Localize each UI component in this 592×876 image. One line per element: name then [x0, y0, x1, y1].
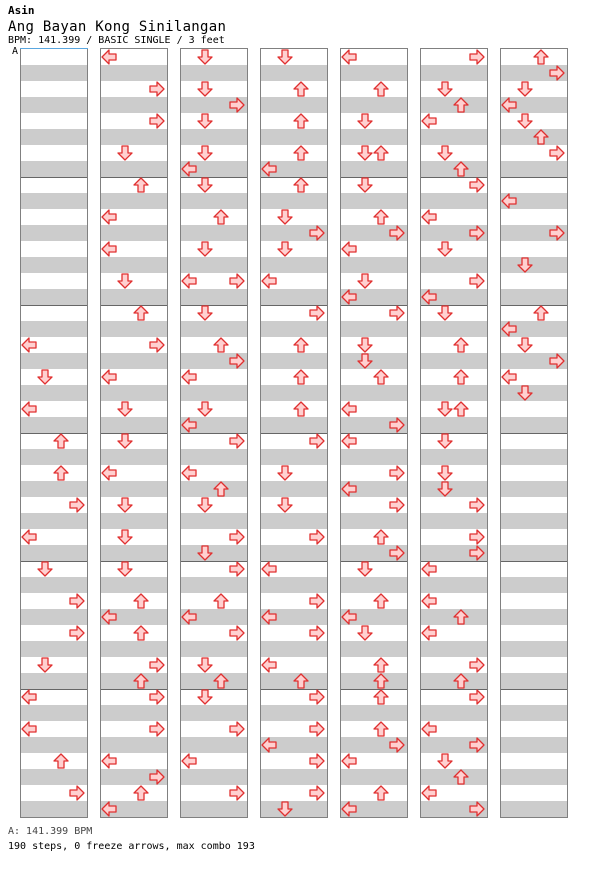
- left-arrow-icon: [341, 433, 357, 449]
- down-arrow-icon: [437, 753, 453, 769]
- up-arrow-icon: [373, 593, 389, 609]
- right-arrow-icon: [309, 225, 325, 241]
- down-arrow-icon: [357, 177, 373, 193]
- up-arrow-icon: [133, 625, 149, 641]
- left-arrow-icon: [421, 289, 437, 305]
- up-arrow-icon: [293, 673, 309, 689]
- down-arrow-icon: [437, 433, 453, 449]
- measure-line: [21, 177, 87, 178]
- left-arrow-icon: [21, 721, 37, 737]
- right-arrow-icon: [469, 273, 485, 289]
- down-arrow-icon: [197, 49, 213, 65]
- right-arrow-icon: [389, 497, 405, 513]
- left-arrow-icon: [421, 721, 437, 737]
- right-arrow-icon: [549, 145, 565, 161]
- left-arrow-icon: [101, 209, 117, 225]
- right-arrow-icon: [229, 97, 245, 113]
- bpm-legend: A: 141.399 BPM: [8, 826, 93, 837]
- right-arrow-icon: [309, 625, 325, 641]
- measure-line: [101, 561, 167, 562]
- left-arrow-icon: [101, 801, 117, 817]
- down-arrow-icon: [197, 657, 213, 673]
- down-arrow-icon: [357, 561, 373, 577]
- right-arrow-icon: [469, 49, 485, 65]
- up-arrow-icon: [453, 337, 469, 353]
- left-arrow-icon: [21, 689, 37, 705]
- up-arrow-icon: [453, 161, 469, 177]
- left-arrow-icon: [261, 737, 277, 753]
- right-arrow-icon: [469, 737, 485, 753]
- down-arrow-icon: [117, 529, 133, 545]
- right-arrow-icon: [149, 721, 165, 737]
- right-arrow-icon: [469, 177, 485, 193]
- up-arrow-icon: [453, 401, 469, 417]
- left-arrow-icon: [421, 625, 437, 641]
- right-arrow-icon: [229, 625, 245, 641]
- left-arrow-icon: [501, 97, 517, 113]
- measure-line: [181, 177, 247, 178]
- up-arrow-icon: [293, 401, 309, 417]
- down-arrow-icon: [197, 113, 213, 129]
- measure-line: [21, 561, 87, 562]
- measure-line: [21, 305, 87, 306]
- right-arrow-icon: [549, 65, 565, 81]
- down-arrow-icon: [37, 561, 53, 577]
- measure-line: [101, 433, 167, 434]
- left-arrow-icon: [341, 801, 357, 817]
- down-arrow-icon: [357, 353, 373, 369]
- right-arrow-icon: [469, 225, 485, 241]
- down-arrow-icon: [277, 497, 293, 513]
- right-arrow-icon: [69, 497, 85, 513]
- up-arrow-icon: [373, 673, 389, 689]
- up-arrow-icon: [293, 337, 309, 353]
- up-arrow-icon: [373, 689, 389, 705]
- measure-line: [501, 689, 567, 690]
- left-arrow-icon: [341, 481, 357, 497]
- up-arrow-icon: [133, 673, 149, 689]
- right-arrow-icon: [309, 785, 325, 801]
- up-arrow-icon: [453, 369, 469, 385]
- down-arrow-icon: [517, 81, 533, 97]
- down-arrow-icon: [197, 145, 213, 161]
- down-arrow-icon: [517, 113, 533, 129]
- down-arrow-icon: [437, 481, 453, 497]
- right-arrow-icon: [229, 561, 245, 577]
- left-arrow-icon: [421, 209, 437, 225]
- down-arrow-icon: [197, 401, 213, 417]
- right-arrow-icon: [149, 337, 165, 353]
- down-arrow-icon: [437, 241, 453, 257]
- left-arrow-icon: [261, 273, 277, 289]
- down-arrow-icon: [197, 177, 213, 193]
- down-arrow-icon: [437, 465, 453, 481]
- up-arrow-icon: [213, 481, 229, 497]
- right-arrow-icon: [469, 689, 485, 705]
- right-arrow-icon: [389, 545, 405, 561]
- right-arrow-icon: [309, 721, 325, 737]
- down-arrow-icon: [517, 257, 533, 273]
- left-arrow-icon: [341, 401, 357, 417]
- bpm-marker-label: A: [12, 46, 19, 57]
- up-arrow-icon: [373, 209, 389, 225]
- up-arrow-icon: [453, 673, 469, 689]
- down-arrow-icon: [357, 625, 373, 641]
- down-arrow-icon: [517, 385, 533, 401]
- right-arrow-icon: [149, 689, 165, 705]
- left-arrow-icon: [101, 465, 117, 481]
- right-arrow-icon: [69, 785, 85, 801]
- right-arrow-icon: [69, 625, 85, 641]
- up-arrow-icon: [213, 593, 229, 609]
- right-arrow-icon: [229, 785, 245, 801]
- chart-info: BPM: 141.399 / BASIC SINGLE / 3 feet: [8, 35, 225, 46]
- song-artist: Asin: [8, 4, 35, 17]
- chart-column-7: [500, 48, 568, 818]
- step-statistics: 190 steps, 0 freeze arrows, max combo 193: [8, 841, 255, 852]
- up-arrow-icon: [133, 305, 149, 321]
- left-arrow-icon: [341, 609, 357, 625]
- down-arrow-icon: [437, 145, 453, 161]
- up-arrow-icon: [293, 369, 309, 385]
- down-arrow-icon: [277, 209, 293, 225]
- left-arrow-icon: [181, 273, 197, 289]
- left-arrow-icon: [181, 417, 197, 433]
- down-arrow-icon: [37, 657, 53, 673]
- measure-line: [501, 433, 567, 434]
- right-arrow-icon: [149, 113, 165, 129]
- measure-line: [501, 561, 567, 562]
- up-arrow-icon: [133, 785, 149, 801]
- right-arrow-icon: [309, 433, 325, 449]
- measure-line: [501, 177, 567, 178]
- right-arrow-icon: [229, 721, 245, 737]
- down-arrow-icon: [197, 689, 213, 705]
- up-arrow-icon: [133, 593, 149, 609]
- left-arrow-icon: [421, 113, 437, 129]
- up-arrow-icon: [373, 721, 389, 737]
- right-arrow-icon: [389, 417, 405, 433]
- right-arrow-icon: [149, 769, 165, 785]
- left-arrow-icon: [101, 753, 117, 769]
- left-arrow-icon: [181, 753, 197, 769]
- left-arrow-icon: [181, 161, 197, 177]
- up-arrow-icon: [133, 177, 149, 193]
- left-arrow-icon: [261, 161, 277, 177]
- right-arrow-icon: [469, 657, 485, 673]
- up-arrow-icon: [53, 465, 69, 481]
- right-arrow-icon: [309, 529, 325, 545]
- left-arrow-icon: [101, 241, 117, 257]
- measure-line: [181, 305, 247, 306]
- down-arrow-icon: [357, 145, 373, 161]
- down-arrow-icon: [197, 545, 213, 561]
- left-arrow-icon: [101, 49, 117, 65]
- down-arrow-icon: [357, 113, 373, 129]
- left-arrow-icon: [261, 657, 277, 673]
- down-arrow-icon: [277, 801, 293, 817]
- down-arrow-icon: [197, 305, 213, 321]
- left-arrow-icon: [341, 753, 357, 769]
- left-arrow-icon: [341, 289, 357, 305]
- down-arrow-icon: [117, 561, 133, 577]
- song-title: Ang Bayan Kong Sinilangan: [8, 19, 227, 35]
- down-arrow-icon: [117, 145, 133, 161]
- right-arrow-icon: [229, 433, 245, 449]
- down-arrow-icon: [197, 241, 213, 257]
- right-arrow-icon: [309, 305, 325, 321]
- right-arrow-icon: [389, 465, 405, 481]
- left-arrow-icon: [21, 401, 37, 417]
- up-arrow-icon: [533, 49, 549, 65]
- down-arrow-icon: [517, 337, 533, 353]
- measure-line: [341, 561, 407, 562]
- up-arrow-icon: [53, 753, 69, 769]
- down-arrow-icon: [277, 241, 293, 257]
- right-arrow-icon: [469, 545, 485, 561]
- left-arrow-icon: [421, 561, 437, 577]
- right-arrow-icon: [549, 353, 565, 369]
- left-arrow-icon: [341, 49, 357, 65]
- right-arrow-icon: [549, 225, 565, 241]
- up-arrow-icon: [533, 305, 549, 321]
- left-arrow-icon: [501, 321, 517, 337]
- left-arrow-icon: [421, 593, 437, 609]
- left-arrow-icon: [21, 529, 37, 545]
- left-arrow-icon: [261, 609, 277, 625]
- left-arrow-icon: [261, 561, 277, 577]
- right-arrow-icon: [389, 305, 405, 321]
- down-arrow-icon: [197, 497, 213, 513]
- right-arrow-icon: [469, 497, 485, 513]
- left-arrow-icon: [181, 465, 197, 481]
- left-arrow-icon: [181, 609, 197, 625]
- up-arrow-icon: [213, 209, 229, 225]
- up-arrow-icon: [213, 337, 229, 353]
- up-arrow-icon: [373, 145, 389, 161]
- up-arrow-icon: [373, 81, 389, 97]
- left-arrow-icon: [341, 241, 357, 257]
- left-arrow-icon: [181, 369, 197, 385]
- up-arrow-icon: [453, 97, 469, 113]
- up-arrow-icon: [293, 81, 309, 97]
- up-arrow-icon: [373, 785, 389, 801]
- down-arrow-icon: [437, 401, 453, 417]
- down-arrow-icon: [117, 401, 133, 417]
- down-arrow-icon: [117, 497, 133, 513]
- down-arrow-icon: [277, 465, 293, 481]
- down-arrow-icon: [437, 305, 453, 321]
- measure-line: [341, 177, 407, 178]
- up-arrow-icon: [373, 529, 389, 545]
- right-arrow-icon: [389, 225, 405, 241]
- right-arrow-icon: [309, 593, 325, 609]
- left-arrow-icon: [421, 785, 437, 801]
- up-arrow-icon: [293, 177, 309, 193]
- up-arrow-icon: [293, 113, 309, 129]
- down-arrow-icon: [437, 81, 453, 97]
- right-arrow-icon: [389, 737, 405, 753]
- bpm-change-line: [20, 48, 88, 49]
- left-arrow-icon: [501, 369, 517, 385]
- up-arrow-icon: [53, 433, 69, 449]
- up-arrow-icon: [373, 657, 389, 673]
- up-arrow-icon: [213, 673, 229, 689]
- down-arrow-icon: [117, 273, 133, 289]
- up-arrow-icon: [453, 609, 469, 625]
- down-arrow-icon: [357, 273, 373, 289]
- right-arrow-icon: [309, 689, 325, 705]
- up-arrow-icon: [373, 369, 389, 385]
- right-arrow-icon: [469, 529, 485, 545]
- left-arrow-icon: [101, 369, 117, 385]
- left-arrow-icon: [501, 193, 517, 209]
- right-arrow-icon: [469, 801, 485, 817]
- right-arrow-icon: [229, 353, 245, 369]
- right-arrow-icon: [309, 753, 325, 769]
- right-arrow-icon: [69, 593, 85, 609]
- down-arrow-icon: [277, 49, 293, 65]
- measure-line: [421, 433, 487, 434]
- right-arrow-icon: [229, 529, 245, 545]
- up-arrow-icon: [293, 145, 309, 161]
- down-arrow-icon: [117, 433, 133, 449]
- right-arrow-icon: [149, 81, 165, 97]
- up-arrow-icon: [453, 769, 469, 785]
- down-arrow-icon: [357, 337, 373, 353]
- right-arrow-icon: [229, 273, 245, 289]
- measure-line: [181, 689, 247, 690]
- left-arrow-icon: [101, 609, 117, 625]
- left-arrow-icon: [21, 337, 37, 353]
- right-arrow-icon: [149, 657, 165, 673]
- measure-line: [421, 305, 487, 306]
- down-arrow-icon: [197, 81, 213, 97]
- up-arrow-icon: [533, 129, 549, 145]
- down-arrow-icon: [37, 369, 53, 385]
